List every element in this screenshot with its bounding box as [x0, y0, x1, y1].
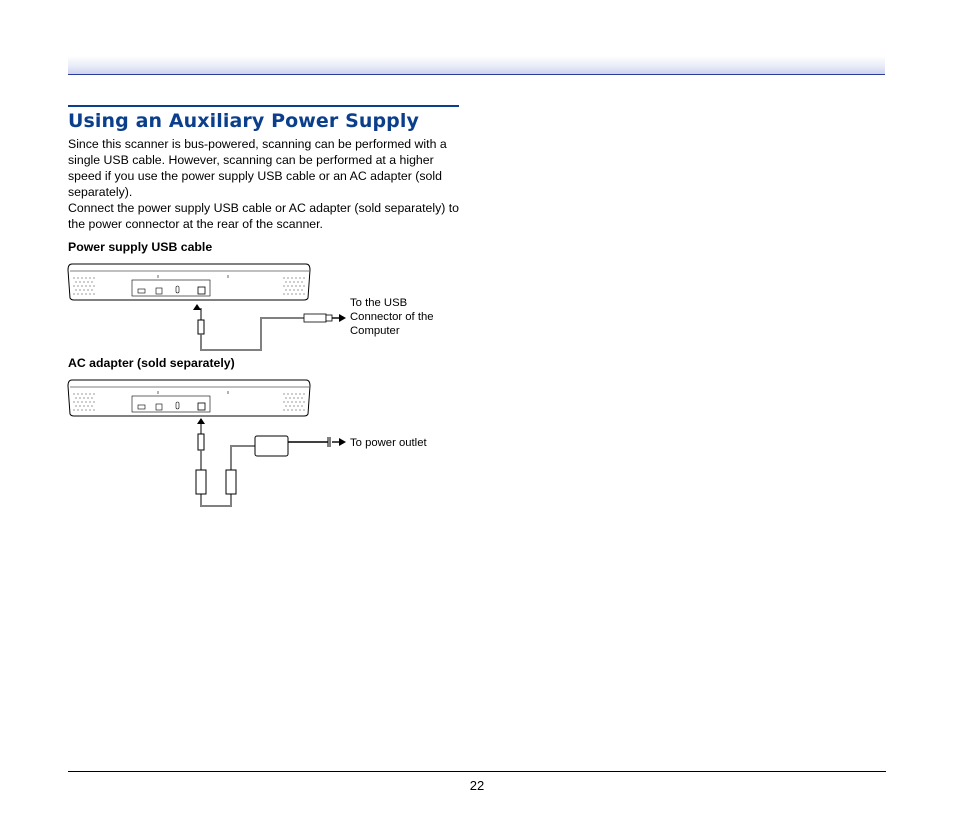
title-rule: [68, 105, 459, 107]
usb-cable-heading: Power supply USB cable: [68, 240, 213, 254]
header-band: [68, 56, 885, 75]
scanner-rear-illustration: [68, 380, 310, 416]
connect-paragraph: Connect the power supply USB cable or AC adapter (sold separately) to the power connector at the rear of the scanner.: [68, 201, 459, 231]
footer-rule: [68, 771, 886, 772]
ac-adapter-heading: AC adapter (sold separately): [68, 356, 235, 370]
power-outlet-callout: To power outlet: [350, 437, 427, 449]
page-number: 22: [469, 778, 485, 793]
ac-adapter-diagram: [60, 374, 350, 510]
usb-cable-diagram: [60, 258, 350, 354]
page-title: Using an Auxiliary Power Supply: [68, 110, 419, 132]
usb-connector-callout: To the USB Connector of the Computer: [350, 297, 434, 337]
intro-paragraph: Since this scanner is bus-powered, scanning can be performed with a single USB cable. However, scanning can be performed at a higher speed if you use the power supply USB cable or an AC adapter (sold separately).: [68, 137, 447, 199]
scanner-rear-illustration: [68, 264, 310, 300]
